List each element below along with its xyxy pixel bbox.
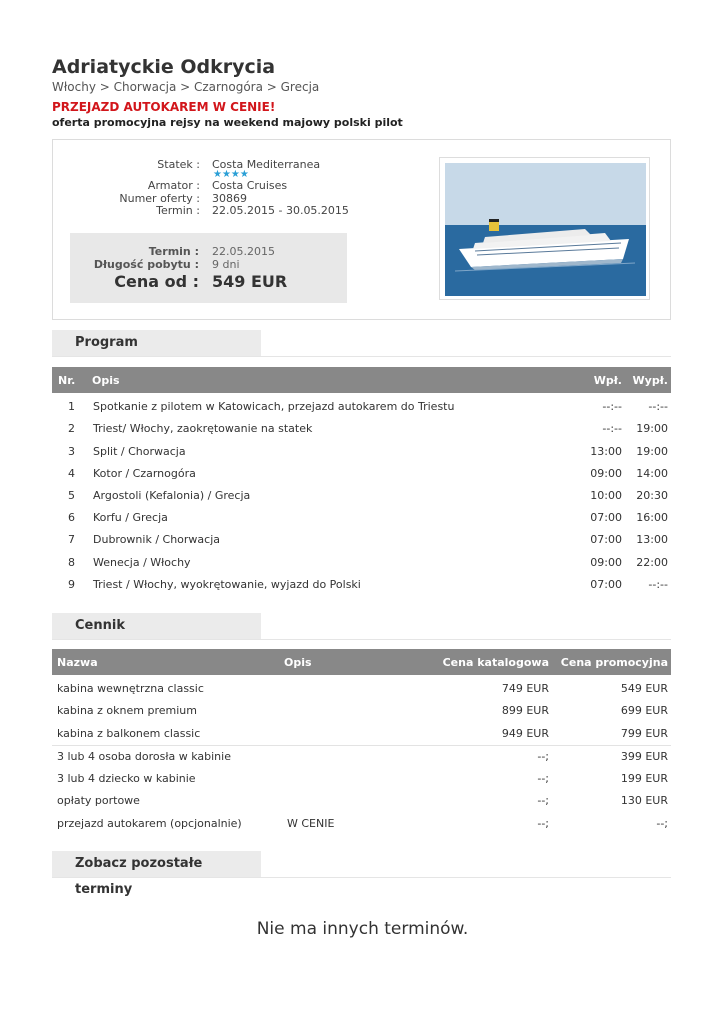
offer-number-value: 30869 <box>212 192 247 205</box>
table-row <box>52 574 671 596</box>
row-nr: 7 <box>68 533 75 546</box>
stay-length-label: Długość pobytu : <box>93 258 199 271</box>
row-catalog: --; <box>537 794 549 807</box>
pricing-heading: Cennik <box>52 613 261 639</box>
table-row <box>52 485 671 507</box>
table-row <box>52 813 671 835</box>
col-desc: Opis <box>92 374 120 387</box>
row-in: 10:00 <box>590 489 622 502</box>
ship-label-wrap <box>50 158 200 172</box>
ship-label: Statek : <box>157 158 200 171</box>
ship-value: Costa Mediterranea <box>212 158 321 171</box>
row-desc: Kotor / Czarnogóra <box>93 467 196 480</box>
table-row <box>52 723 671 745</box>
program-heading: Program <box>52 330 261 356</box>
cruise-ship-image <box>445 163 646 296</box>
owner-label-wrap <box>50 179 200 193</box>
row-in: 07:00 <box>590 533 622 546</box>
row-out: 22:00 <box>636 556 668 569</box>
price-term-label: Termin : <box>148 245 199 258</box>
price-term-value: 22.05.2015 <box>212 245 275 258</box>
row-in: 07:00 <box>590 511 622 524</box>
owner-value: Costa Cruises <box>212 179 288 192</box>
row-in: --:-- <box>602 422 622 435</box>
row-out: --:-- <box>648 400 668 413</box>
page-title: Adriatyckie Odkrycia <box>52 56 276 78</box>
table-row <box>52 552 671 574</box>
table-row <box>52 768 671 790</box>
row-desc: Triest/ Włochy, zaokrętowanie na statek <box>93 422 313 435</box>
owner-label: Armator : <box>147 179 200 192</box>
row-in: 09:00 <box>590 556 622 569</box>
col-in: Wpł. <box>593 374 622 387</box>
row-nr: 2 <box>68 422 75 435</box>
row-catalog: --; <box>537 817 549 830</box>
row-in: 09:00 <box>590 467 622 480</box>
col-promo-price: Cena promocyjna <box>560 656 668 669</box>
table-row <box>52 396 671 418</box>
row-out: 19:00 <box>636 422 668 435</box>
term-value: 22.05.2015 - 30.05.2015 <box>212 204 349 217</box>
table-row <box>52 790 671 812</box>
row-nr: 8 <box>68 556 75 569</box>
row-nr: 3 <box>68 445 75 458</box>
row-out: 19:00 <box>636 445 668 458</box>
other-terms-section-header <box>52 851 671 897</box>
promo-subtitle: oferta promocyjna rejsy na weekend majowy polski pilot <box>52 116 403 129</box>
pricing-table-header <box>52 649 671 675</box>
row-nr: 6 <box>68 511 75 524</box>
col-out: Wypł. <box>632 374 668 387</box>
row-desc: Argostoli (Kefalonia) / Grecja <box>93 489 251 502</box>
col-catalog-price: Cena katalogowa <box>442 656 549 669</box>
row-desc: Wenecja / Włochy <box>93 556 191 569</box>
row-out: 14:00 <box>636 467 668 480</box>
table-row <box>52 745 671 768</box>
row-promo: 399 EUR <box>620 750 668 763</box>
ship-photo <box>445 163 646 296</box>
col-name: Nazwa <box>57 656 98 669</box>
row-nr: 4 <box>68 467 75 480</box>
row-name: opłaty portowe <box>57 794 140 807</box>
pricing-section-header <box>52 613 671 640</box>
price-from-value: 549 EUR <box>212 272 288 291</box>
row-desc: Triest / Włochy, wyokrętowanie, wyjazd do Polski <box>93 578 361 591</box>
no-other-terms-message: Nie ma innych terminów. <box>256 919 469 939</box>
row-nr: 5 <box>68 489 75 502</box>
program-table-header <box>52 367 671 393</box>
row-promo: 130 EUR <box>620 794 668 807</box>
table-row <box>52 529 671 551</box>
term-label-wrap <box>50 204 200 218</box>
row-desc: Korfu / Grecja <box>93 511 168 524</box>
program-section-header <box>52 330 671 357</box>
table-row <box>52 678 671 700</box>
row-out: 13:00 <box>636 533 668 546</box>
col-nr: Nr. <box>58 374 76 387</box>
breadcrumb: Włochy > Chorwacja > Czarnogóra > Grecja <box>52 80 320 94</box>
row-catalog: 749 EUR <box>501 682 549 695</box>
row-promo: 549 EUR <box>620 682 668 695</box>
row-name: 3 lub 4 dziecko w kabinie <box>57 772 196 785</box>
promo-headline: PRZEJAZD AUTOKAREM W CENIE! <box>52 100 276 114</box>
row-desc: Spotkanie z pilotem w Katowicach, przejazd autokarem do Triestu <box>93 400 455 413</box>
row-promo: --; <box>656 817 668 830</box>
row-in: 13:00 <box>590 445 622 458</box>
term-label: Termin : <box>156 204 200 217</box>
table-row <box>52 507 671 529</box>
row-name: kabina z oknem premium <box>57 704 197 717</box>
row-name: 3 lub 4 osoba dorosła w kabinie <box>57 750 231 763</box>
row-promo: 799 EUR <box>620 727 668 740</box>
row-in: 07:00 <box>590 578 622 591</box>
row-catalog: --; <box>537 772 549 785</box>
stay-length-value: 9 dni <box>212 258 240 271</box>
row-in: --:-- <box>602 400 622 413</box>
row-promo: 199 EUR <box>620 772 668 785</box>
row-out: 16:00 <box>636 511 668 524</box>
row-promo: 699 EUR <box>620 704 668 717</box>
row-nr: 9 <box>68 578 75 591</box>
other-terms-heading[interactable]: Zobacz pozostałe terminy <box>52 851 261 877</box>
row-nr: 1 <box>68 400 75 413</box>
row-out: --:-- <box>648 578 668 591</box>
col-desc: Opis <box>284 656 312 669</box>
ship-photo-frame <box>439 157 650 300</box>
rating-stars: ★★★★ <box>213 169 249 180</box>
row-name: kabina wewnętrzna classic <box>57 682 204 695</box>
offer-number-label: Numer oferty : <box>119 192 200 205</box>
row-catalog: --; <box>537 750 549 763</box>
row-out: 20:30 <box>636 489 668 502</box>
row-desc: W CENIE <box>287 817 335 830</box>
row-catalog: 899 EUR <box>501 704 549 717</box>
table-row <box>52 441 671 463</box>
row-desc: Dubrownik / Chorwacja <box>93 533 221 546</box>
table-row <box>52 463 671 485</box>
price-box <box>70 233 347 303</box>
table-row <box>52 418 671 440</box>
price-from-label: Cena od : <box>114 272 199 291</box>
row-name: kabina z balkonem classic <box>57 727 201 740</box>
row-name: przejazd autokarem (opcjonalnie) <box>57 817 242 830</box>
row-desc: Split / Chorwacja <box>93 445 186 458</box>
row-catalog: 949 EUR <box>501 727 549 740</box>
table-row <box>52 700 671 722</box>
